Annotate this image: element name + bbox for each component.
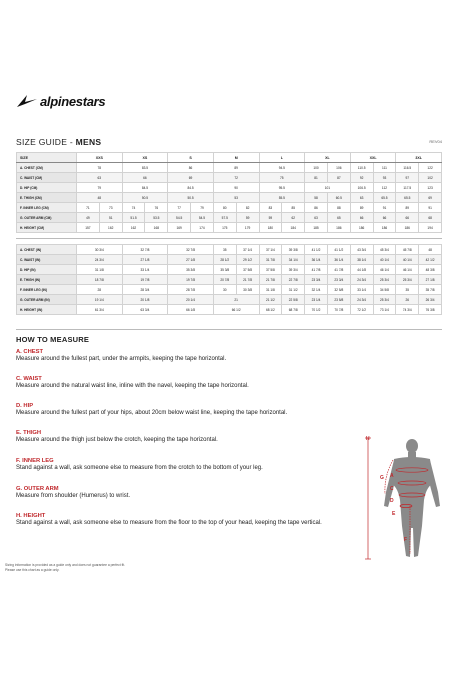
- in-cell: 34 1/4: [282, 255, 305, 265]
- cm-cell: 184: [282, 223, 305, 233]
- cm-row-label: C. WAIST (CM): [17, 173, 77, 183]
- in-cell: 32 7/8: [168, 245, 214, 255]
- cm-cell: 53.5: [145, 213, 168, 223]
- cm-cell: 72: [213, 173, 259, 183]
- measure-item-text: Measure around the fullest part of your hips, about 20cm below waist line, keeping the tape horizontal.: [16, 410, 288, 416]
- in-cell: 73 1/4: [373, 305, 396, 315]
- measure-item-title: A. CHEST: [16, 349, 44, 355]
- footnote-line-1: Sizing information is provided as a guide only and does not guarantee a perfect fit.: [5, 563, 126, 567]
- cm-cell: 89: [213, 163, 259, 173]
- cm-cell: 92: [350, 173, 373, 183]
- in-cell: 46 1/4: [373, 265, 396, 275]
- in-cell: 18 7/8: [77, 275, 123, 285]
- cm-cell: 90: [213, 183, 259, 193]
- in-cell: 34 5/8: [373, 285, 396, 295]
- in-cell: 46 1/4: [396, 265, 419, 275]
- measure-item: [16, 513, 346, 528]
- in-cell: 48: [419, 245, 442, 255]
- revision-code: REV04: [429, 139, 442, 144]
- figure-label: H: [366, 436, 370, 442]
- in-cell: 27 1/8: [419, 275, 442, 285]
- in-row: [17, 265, 442, 275]
- in-row-label: D. HIP (IN): [17, 265, 77, 275]
- in-cell: 40 1/4: [396, 255, 419, 265]
- cm-cell: 50.5: [168, 193, 214, 203]
- in-cell: 74 3/4: [396, 305, 419, 315]
- cm-cell: 179: [236, 223, 259, 233]
- in-cell: 31 1/8: [259, 285, 282, 295]
- in-row: [17, 285, 442, 295]
- in-cell: 66 1/8: [168, 305, 214, 315]
- in-cell: 35: [396, 285, 419, 295]
- in-cell: 30 3/4: [77, 245, 123, 255]
- cm-cell: 65.5: [396, 193, 419, 203]
- body-measurement-figure: [360, 436, 444, 562]
- in-cell: 37 1/4: [259, 245, 282, 255]
- cm-cell: 186: [396, 223, 419, 233]
- cm-row: [17, 173, 442, 183]
- measure-item-title: G. OUTER ARM: [16, 486, 59, 492]
- cm-row: [17, 193, 442, 203]
- in-cell: 37 5/8: [236, 265, 259, 275]
- cm-cell: 82: [236, 203, 259, 213]
- measure-item: [16, 458, 346, 473]
- cm-cell: 169: [168, 223, 191, 233]
- cm-row-label: G. OUTER ARM (CM): [17, 213, 77, 223]
- in-cell: 28 1/2: [213, 255, 236, 265]
- cm-cell: 63: [305, 213, 328, 223]
- cm-cell: 54.5: [191, 213, 214, 223]
- measure-item-text: Measure around the fullest part, under the armpits, keeping the tape horizontal.: [16, 356, 227, 362]
- size-header-s: S: [168, 153, 214, 163]
- in-cell: 63 3/4: [122, 305, 168, 315]
- cm-cell: 168: [145, 223, 168, 233]
- in-cell: 41 1/2: [305, 245, 328, 255]
- in-cell: 39 3/8: [282, 245, 305, 255]
- measure-item: [16, 430, 346, 445]
- in-cell: 39 3/4: [282, 265, 305, 275]
- cm-cell: 66: [373, 213, 396, 223]
- in-cell: 19 7/8: [168, 275, 214, 285]
- in-cell: 43 3/4: [350, 245, 373, 255]
- in-row-label: H. HEIGHT (IN): [17, 305, 77, 315]
- measure-item-title: F. INNER LEG: [16, 458, 54, 464]
- in-cell: 24 3/4: [77, 255, 123, 265]
- measure-item-title: H. HEIGHT: [16, 513, 46, 519]
- in-cell: 35 7/8: [419, 285, 442, 295]
- measure-item-text: Stand against a wall, ask someone else to measure from the crotch to the bottom of your leg.: [16, 465, 263, 471]
- in-cell: 20 1/4: [168, 295, 214, 305]
- cm-cell: 74: [122, 203, 145, 213]
- in-row-label: E. THIGH (IN): [17, 275, 77, 285]
- cm-cell: 89: [350, 203, 373, 213]
- in-cell: 27 1/8: [168, 255, 214, 265]
- alpinestars-star-icon: [16, 94, 38, 108]
- in-row: [17, 295, 442, 305]
- measure-item-text: Stand against a wall, ask someone else to measure from the floor to the top of your head, keeping the tape vertical.: [16, 520, 322, 526]
- in-row-label: G. OUTER ARM (IN): [17, 295, 77, 305]
- in-cell: 28 3/4: [122, 285, 168, 295]
- in-cell: 19 1/4: [77, 295, 123, 305]
- footnote-line-2: Please use this chart as a guide only.: [5, 567, 60, 572]
- in-cell: 45 7/8: [396, 245, 419, 255]
- in-cell: 23 3/4: [327, 275, 350, 285]
- cm-cell: 69: [168, 173, 214, 183]
- cm-cell: 122: [419, 163, 442, 173]
- in-cell: 61 3/4: [77, 305, 123, 315]
- measure-item: [16, 376, 346, 391]
- cm-cell: 94.5: [259, 163, 305, 173]
- cm-cell: 123: [419, 183, 442, 193]
- in-cell: 37 5/8: [259, 265, 282, 275]
- in-cell: 41 7/8: [327, 265, 350, 275]
- cm-cell: 62: [282, 213, 305, 223]
- cm-cell: 73: [99, 203, 122, 213]
- in-cell: 28 7/8: [168, 285, 214, 295]
- cm-cell: 185: [305, 223, 328, 233]
- cm-cell: 111: [373, 163, 396, 173]
- in-cell: 41 1/2: [327, 245, 350, 255]
- cm-cell: 79: [191, 203, 214, 213]
- in-cell: 76 3/8: [419, 305, 442, 315]
- cm-cell: 186: [327, 223, 350, 233]
- cm-cell: 116.5: [396, 163, 419, 173]
- cm-cell: 76: [145, 203, 168, 213]
- in-row: [17, 255, 442, 265]
- cm-cell: 66: [396, 213, 419, 223]
- cm-cell: 85: [282, 203, 305, 213]
- cm-cell: 57.5: [213, 213, 236, 223]
- in-cell: 45 3/4: [373, 245, 396, 255]
- in-cell: 68 7/8: [282, 305, 305, 315]
- size-table-in-body: [17, 245, 442, 315]
- figure-label: D: [390, 498, 394, 504]
- measure-item: [16, 403, 346, 418]
- cm-cell: 78: [77, 163, 123, 173]
- cm-cell: 63: [77, 173, 123, 183]
- size-header-xxl: XXL: [350, 153, 396, 163]
- in-cell: 25 3/4: [373, 275, 396, 285]
- cm-cell: 117.5: [396, 183, 419, 193]
- in-cell: 31 1/8: [77, 265, 123, 275]
- cm-cell: 91: [419, 203, 442, 213]
- cm-cell: 84.5: [122, 183, 168, 193]
- cm-cell: 106: [327, 163, 350, 173]
- cm-cell: 65: [327, 213, 350, 223]
- cm-cell: 75: [259, 173, 305, 183]
- cm-row-label: D. HIP (CM): [17, 183, 77, 193]
- cm-cell: 84.5: [168, 183, 214, 193]
- section-divider: [16, 329, 442, 330]
- in-cell: 23 1/4: [305, 295, 328, 305]
- cm-cell: 69: [419, 193, 442, 203]
- in-cell: 23 5/8: [327, 295, 350, 305]
- cm-cell: 55.5: [259, 193, 305, 203]
- brand-logo: [16, 94, 146, 110]
- cm-cell: 91: [373, 203, 396, 213]
- size-header-row: [17, 153, 442, 163]
- cm-cell: 49: [77, 213, 100, 223]
- cm-row-label: F. INNER LEG (CM): [17, 203, 77, 213]
- measure-item-title: D. HIP: [16, 403, 34, 409]
- cm-cell: 95.5: [259, 183, 305, 193]
- in-cell: 28: [77, 285, 123, 295]
- in-cell: 27 1/8: [122, 255, 168, 265]
- figure-label: F: [404, 537, 408, 543]
- in-cell: 48 3/8: [419, 265, 442, 275]
- measure-item-title: E. THIGH: [16, 430, 42, 436]
- cm-cell: 59: [236, 213, 259, 223]
- in-cell: 68 1/2: [259, 305, 282, 315]
- cm-cell: 93: [373, 173, 396, 183]
- cm-cell: 97: [396, 173, 419, 183]
- cm-cell: 162: [122, 223, 145, 233]
- measure-item-text: Measure around the thigh just below the crotch, keeping the tape horizontal.: [16, 437, 218, 443]
- in-cell: 44 1/8: [350, 265, 373, 275]
- cm-cell: 60.5: [327, 193, 350, 203]
- cm-row: [17, 183, 442, 193]
- in-cell: 42 1/2: [419, 255, 442, 265]
- cm-cell: 68: [419, 213, 442, 223]
- page-title: SIZE GUIDE - MENS: [16, 137, 102, 147]
- figure-label: C: [390, 486, 394, 492]
- in-cell: 21 7/8: [236, 275, 259, 285]
- in-cell: 32 7/8: [122, 245, 168, 255]
- measure-item: [16, 486, 346, 501]
- in-cell: 32 1/4: [305, 285, 328, 295]
- how-to-measure-heading: HOW TO MEASURE: [16, 335, 90, 344]
- size-table-in: [16, 244, 442, 315]
- footnote: [5, 563, 125, 572]
- cm-cell: 66: [350, 213, 373, 223]
- size-header-label: SIZE: [17, 153, 77, 163]
- cm-cell: 65.5: [373, 193, 396, 203]
- in-cell: 23 3/4: [305, 275, 328, 285]
- cm-cell: 112: [373, 183, 396, 193]
- cm-cell: 81: [305, 173, 328, 183]
- in-cell: 26 3/4: [419, 295, 442, 305]
- brand-name: alpinestars: [40, 94, 106, 109]
- cm-cell: 87: [327, 173, 350, 183]
- in-cell: 24 3/4: [350, 275, 373, 285]
- cm-cell: 101: [305, 183, 351, 193]
- cm-row-label: H. HEIGHT (CM): [17, 223, 77, 233]
- in-cell: 38 1/4: [350, 255, 373, 265]
- in-cell: 24 3/4: [350, 295, 373, 305]
- size-header-3xl: 3XL: [396, 153, 442, 163]
- cm-row-label: A. CHEST (CM): [17, 163, 77, 173]
- size-table-cm-body: [17, 163, 442, 233]
- cm-cell: 79: [77, 183, 123, 193]
- in-cell: 29 1/2: [236, 255, 259, 265]
- cm-cell: 162: [99, 223, 122, 233]
- in-cell: 35: [213, 245, 236, 255]
- cm-cell: 106.5: [350, 183, 373, 193]
- in-cell: 41 7/8: [305, 265, 328, 275]
- cm-cell: 59: [259, 213, 282, 223]
- in-cell: 20 1/8: [122, 295, 168, 305]
- cm-cell: 180: [259, 223, 282, 233]
- cm-cell: 54.5: [168, 213, 191, 223]
- in-cell: 21: [213, 295, 259, 305]
- in-cell: 35 3/8: [213, 265, 236, 275]
- in-cell: 22 5/8: [282, 295, 305, 305]
- in-row-label: C. WAIST (IN): [17, 255, 77, 265]
- cm-row: [17, 163, 442, 173]
- in-cell: 37 1/4: [236, 245, 259, 255]
- in-cell: 21 7/8: [259, 275, 282, 285]
- figure-label: E: [392, 511, 396, 517]
- cm-cell: 80: [213, 203, 236, 213]
- measure-item: [16, 349, 346, 364]
- in-cell: 40 1/4: [373, 255, 396, 265]
- in-cell: 22 7/8: [282, 275, 305, 285]
- in-cell: 31 7/8: [259, 255, 282, 265]
- cm-cell: 157: [77, 223, 100, 233]
- in-cell: 30: [213, 285, 236, 295]
- in-cell: 19 7/8: [122, 275, 168, 285]
- cm-cell: 86: [168, 163, 214, 173]
- cm-cell: 186: [373, 223, 396, 233]
- in-cell: 26: [396, 295, 419, 305]
- in-cell: 25 3/4: [396, 275, 419, 285]
- in-cell: 31 1/2: [282, 285, 305, 295]
- cm-cell: 100: [305, 163, 328, 173]
- in-cell: 72 1/2: [350, 305, 373, 315]
- in-cell: 21 1/2: [259, 295, 282, 305]
- cm-cell: 194: [419, 223, 442, 233]
- in-cell: 33 1/4: [122, 265, 168, 275]
- cm-cell: 102: [419, 173, 442, 183]
- size-header-xl: XL: [305, 153, 351, 163]
- size-header-xs: XS: [122, 153, 168, 163]
- cm-row: [17, 223, 442, 233]
- in-cell: 25 3/4: [373, 295, 396, 305]
- measure-item-text: Measure around the natural waist line, inline with the navel, keeping the tape horizontal.: [16, 383, 249, 389]
- in-row: [17, 245, 442, 255]
- in-cell: 20 7/8: [213, 275, 236, 285]
- size-table-cm: [16, 152, 442, 233]
- cm-cell: 186: [350, 223, 373, 233]
- cm-row: [17, 213, 442, 223]
- in-cell: 33 1/4: [350, 285, 373, 295]
- cm-cell: 71: [77, 203, 100, 213]
- measure-item-text: Measure from shoulder (Humerus) to wrist.: [16, 493, 131, 499]
- table-divider: [16, 238, 442, 239]
- cm-cell: 88: [327, 203, 350, 213]
- cm-cell: 86: [305, 203, 328, 213]
- in-cell: 36 1/4: [305, 255, 328, 265]
- in-row-label: A. CHEST (IN): [17, 245, 77, 255]
- in-cell: 35 3/8: [168, 265, 214, 275]
- in-row-label: F. INNER LEG (IN): [17, 285, 77, 295]
- in-cell: 30 3/8: [236, 285, 259, 295]
- size-header-m: M: [213, 153, 259, 163]
- figure-label: A: [390, 473, 394, 479]
- cm-cell: 110.5: [350, 163, 373, 173]
- cm-cell: 58: [305, 193, 328, 203]
- in-cell: 32 5/8: [327, 285, 350, 295]
- cm-cell: 48: [77, 193, 123, 203]
- measure-item-title: C. WAIST: [16, 376, 42, 382]
- cm-cell: 66: [122, 173, 168, 183]
- cm-cell: 51: [99, 213, 122, 223]
- cm-cell: 174: [191, 223, 214, 233]
- in-cell: 66 1/2: [213, 305, 259, 315]
- cm-cell: 63: [350, 193, 373, 203]
- cm-cell: 53: [213, 193, 259, 203]
- cm-cell: 89: [396, 203, 419, 213]
- size-header-l: L: [259, 153, 305, 163]
- cm-cell: 77: [168, 203, 191, 213]
- figure-label: G: [380, 475, 384, 481]
- in-cell: 70 7/8: [327, 305, 350, 315]
- cm-row-label: E. THIGH (CM): [17, 193, 77, 203]
- in-cell: 36 1/4: [327, 255, 350, 265]
- cm-cell: 51.5: [122, 213, 145, 223]
- cm-cell: 50.5: [122, 193, 168, 203]
- in-row: [17, 275, 442, 285]
- size-header-xxs: XXS: [77, 153, 123, 163]
- cm-row: [17, 203, 442, 213]
- in-cell: 70 1/2: [305, 305, 328, 315]
- in-row: [17, 305, 442, 315]
- cm-cell: 175: [213, 223, 236, 233]
- cm-cell: 83: [259, 203, 282, 213]
- cm-cell: 83.5: [122, 163, 168, 173]
